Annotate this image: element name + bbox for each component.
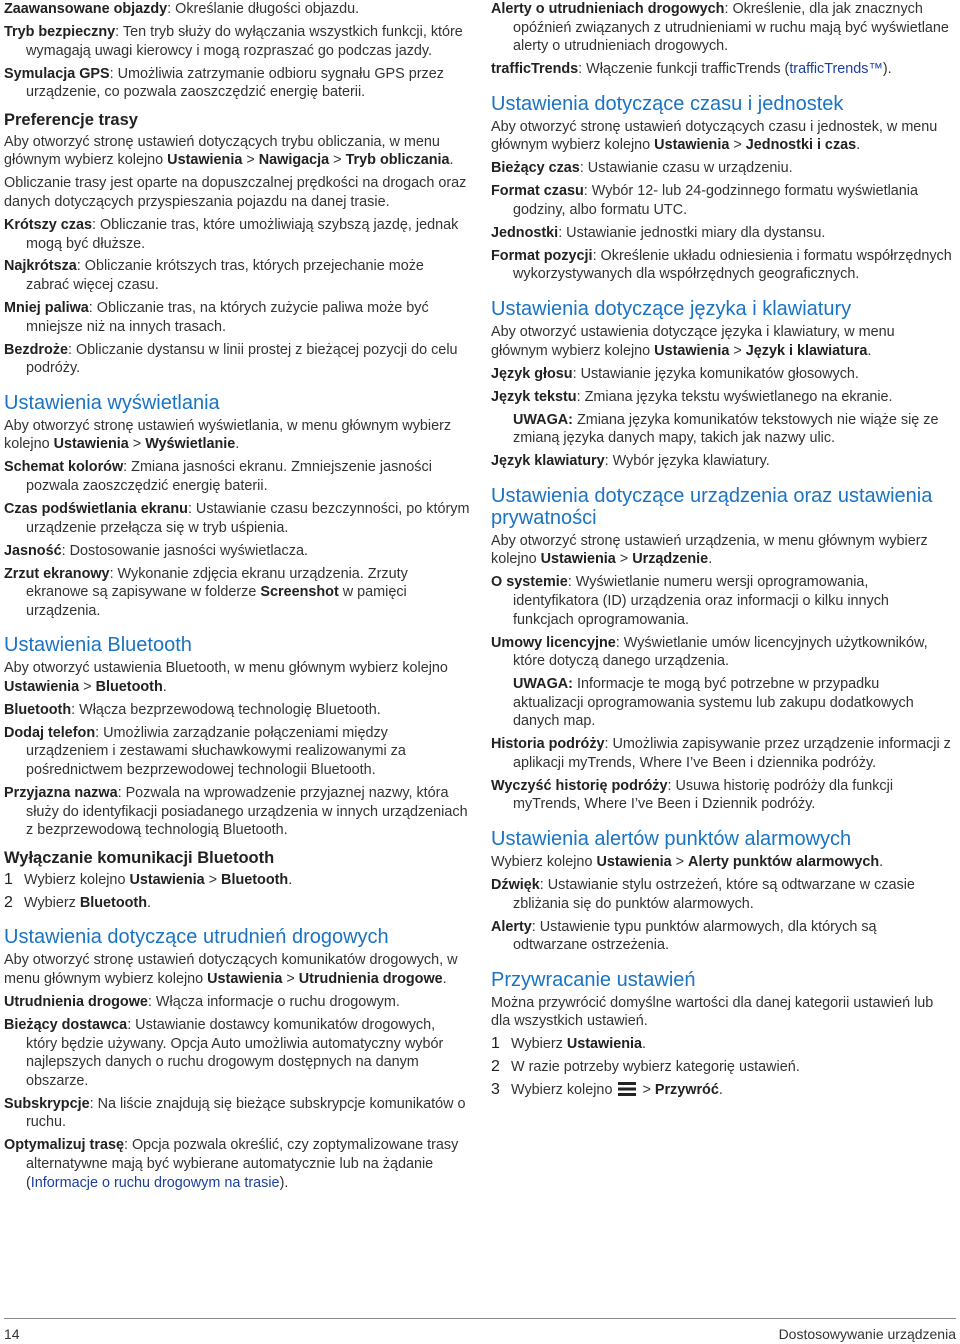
definition-clear-travel-history: Wyczyść historię podróży: Usuwa historię podróży dla funkcji myTrends, Where I’ve Been i Dziennik podróży. — [491, 777, 894, 813]
chapter-title: Dostosowywanie urządzenia — [778, 1326, 956, 1342]
step-1: 1 Wybierz kolejno Ustawienia > Bluetooth. — [4, 870, 293, 888]
proximity-alerts-intro: Wybierz kolejno Ustawienia > Alerty punktów alarmowych. — [491, 854, 884, 871]
definition-shortest: Najkrótsza: Obliczanie krótszych tras, których przejechanie może zabrać więcej czasu. — [4, 258, 424, 294]
traffictrends-link[interactable]: trafficTrends™ — [789, 61, 883, 78]
page-footer — [4, 1318, 956, 1342]
restore-step-2: 2 W razie potrzeby wybierz kategorię ustawień. — [491, 1058, 800, 1076]
definition-safe-mode: Tryb bezpieczny: Ten tryb służy do wyłączania wszystkich funkcji, które wymagają uwagi kierowcy i mogą rozpraszać go podczas jazdy. — [4, 23, 463, 59]
display-settings-intro: Aby otworzyć stronę ustawień wyświetlania, w menu głównym wybierz kolejno Ustawienia > Wyświetlanie. — [4, 417, 452, 453]
language-keyboard-heading: Ustawienia dotyczące języka i klawiatury — [491, 298, 852, 321]
definition-travel-history: Historia podróży: Umożliwia zapisywanie przez urządzenie informacji z aplikacji myTrends, Where I’ve Been i dziennika podróży. — [491, 736, 951, 771]
definition-position-format: Format pozycji: Określenie układu odniesienia i formatu współrzędnych wykorzystywanych dla współrzędnych geograficznych. — [491, 247, 952, 283]
definition-add-phone: Dodaj telefon: Umożliwia zarządzanie połączeniami między urządzeniem i zestawami słuchawkowymi realizowanymi za pośrednictwem bezprzewodowej technologii Bluetooth. — [4, 724, 406, 779]
definition-traffictrends: trafficTrends: Włączenie funkcji trafficTrends (trafficTrends™). — [491, 61, 892, 78]
restore-settings-intro: Można przywrócić domyślne wartości dla danej kategorii ustawień lub dla wszystkich ustawień. — [491, 994, 934, 1030]
traffic-on-route-link[interactable]: Informacje o ruchu drogowym na trasie — [30, 1174, 280, 1191]
definition-subscriptions: Subskrypcje: Na liście znajdują się bieżące subskrypcje komunikatów o ruchu. — [4, 1095, 466, 1131]
restore-step-1: 1 Wybierz Ustawienia. — [491, 1035, 647, 1053]
definition-screenshot: Zrzut ekranowy: Wykonanie zdjęcia ekranu urządzenia. Zrzuty ekranowe są zapisywane w folderze Screenshot w pamięci urządzenia. — [4, 565, 408, 619]
bluetooth-settings-intro: Aby otworzyć ustawienia Bluetooth, w menu głównym wybierz kolejno Ustawienia > Bluetooth. — [4, 660, 448, 695]
definition-text-language: Język tekstu: Zmiana języka tekstu wyświetlanego na ekranie. — [491, 388, 893, 405]
definition-gps-simulation: Symulacja GPS: Umożliwia zatrzymanie odbioru sygnału GPS przez urządzenie, co pozwala zaoszczędzić energię baterii. — [4, 65, 444, 101]
time-units-heading: Ustawienia dotyczące czasu i jednostek — [491, 92, 844, 115]
right-column — [491, 0, 953, 1104]
note-language: UWAGA: Zmiana języka komunikatów tekstowych nie wiąże się ze zmianą języka danych mapy, takich jak nazwy ulic. — [513, 411, 939, 447]
definition-bluetooth: Bluetooth: Włącza bezprzewodową technologię Bluetooth. — [4, 701, 381, 718]
route-preferences-paragraph: Obliczanie trasy jest oparte na dopuszczalnej prędkości na drogach oraz danych dotyczących przyspieszania pojazdu na danej trasie. — [4, 175, 467, 210]
definition-current-provider: Bieżący dostawca: Ustawianie dostawcy komunikatów drogowych, który będzie używany. Opcja Auto umożliwia automatyczny wybór najlepszych danych o ruchu drogowym dostępnych na danym obszarze. — [4, 1016, 444, 1089]
proximity-alerts-heading: Ustawienia alertów punktów alarmowych — [491, 828, 852, 851]
traffic-settings-intro: Aby otworzyć stronę ustawień dotyczących komunikatów drogowych, w menu głównym wybierz kolejno Ustawienia > Utrudnienia drogowe. — [4, 952, 458, 988]
definition-less-fuel: Mniej paliwa: Obliczanie tras, na których zużycie paliwa może być mniejsze niż na innych trasach. — [4, 300, 429, 335]
definition-about: O systemie: Wyświetlanie numeru wersji oprogramowania, identyfikatora (ID) urządzenia oraz informacji o kilku innych funkcjach oprogramowania. — [491, 574, 889, 628]
language-keyboard-intro: Aby otworzyć ustawienia dotyczące języka i klawiatury, w menu głównym wybierz kolejno Ustawienia > Język i klawiatura. — [491, 324, 895, 359]
definition-sound: Dźwięk: Ustawianie stylu ostrzeżeń, które są odtwarzane w czasie zbliżania się do punktów alarmowych. — [491, 877, 915, 912]
definition-voice-language: Język głosu: Ustawianie języka komunikatów głosowych. — [491, 365, 859, 382]
definition-traffic-alerts: Alerty o utrudnieniach drogowych: Określenie, dla jak znacznych opóźnień związanych z utrudnieniami w ruchu mają być wyświetlane alerty o utrudnieniach drogowych. — [491, 1, 949, 55]
definition-eula: Umowy licencyjne: Wyświetlanie umów licencyjnych użytkowników, które dotyczą danego urządzenia. — [491, 634, 928, 670]
route-preferences-intro: Aby otworzyć stronę ustawień dotyczących trybu obliczania, w menu głównym wybierz kolejno Ustawienia > Nawigacja > Tryb obliczania. — [4, 133, 454, 169]
definition-faster-time: Krótszy czas: Obliczanie tras, które umożliwiają szybszą jazdę, jednak mogą być dłuższe. — [4, 216, 459, 252]
note-device: UWAGA: Informacje te mogą być potrzebne w przypadku aktualizacji oprogramowania systemu lub zakupu dodatkowych danych map. — [513, 676, 914, 730]
time-units-intro: Aby otworzyć stronę ustawień dotyczących czasu i jednostek, w menu głównym wybierz kolejno Ustawienia > Jednostki i czas. — [491, 118, 938, 154]
definition-color-mode: Schemat kolorów: Zmiana jasności ekranu. Zmniejszenie jasności pozwala zaoszczędzić energię baterii. — [4, 459, 432, 494]
device-privacy-intro: Aby otworzyć stronę ustawień urządzenia, w menu głównym wybierz kolejno Ustawienia > Urządzenie. — [491, 532, 928, 568]
route-preferences-heading: Preferencje trasy — [4, 110, 138, 129]
bluetooth-settings-heading: Ustawienia Bluetooth — [4, 634, 192, 657]
display-settings-heading: Ustawienia wyświetlania — [4, 391, 220, 414]
definition-display-timeout: Czas podświetlania ekranu: Ustawianie czasu bezczynności, po którym urządzenie przełącza się w tryb uśpienia. — [4, 500, 470, 536]
restore-step-3: 3 Wybierz kolejno > Przywróć. — [491, 1081, 723, 1099]
traffic-settings-heading: Ustawienia dotyczące utrudnień drogowych — [4, 926, 389, 949]
definition-traffic: Utrudnienia drogowe: Włącza informacje o ruchu drogowym. — [4, 994, 400, 1010]
definition-advanced-detours: Zaawansowane objazdy: Określanie długości objazdu. — [4, 1, 360, 17]
step-2: 2 Wybierz Bluetooth. — [4, 893, 151, 911]
definition-optimize-route: Optymalizuj trasę: Opcja pozwala określić, czy zoptymalizowane trasy alternatywne mają być wybierane automatycznie lub na żądanie (Informacje o ruchu drogowym na trasie). — [4, 1137, 459, 1191]
definition-time-format: Format czasu: Wybór 12- lub 24-godzinnego formatu wyświetlania godziny, albo formatu UTC. — [491, 183, 919, 218]
definition-current-time: Bieżący czas: Ustawianie czasu w urządzeniu. — [491, 160, 793, 177]
definition-keyboard-language: Język klawiatury: Wybór języka klawiatury. — [491, 453, 770, 470]
restore-settings-heading: Przywracanie ustawień — [491, 968, 696, 991]
disable-bluetooth-heading: Wyłączanie komunikacji Bluetooth — [4, 848, 275, 867]
definition-off-road: Bezdroże: Obliczanie dystansu w linii prostej z bieżącej pozycji do celu podróży. — [4, 341, 458, 377]
left-column — [4, 0, 470, 1197]
device-privacy-heading: Ustawienia dotyczące urządzenia oraz ustawienia prywatności — [491, 484, 933, 529]
page-number: 14 — [4, 1326, 20, 1342]
definition-friendly-name: Przyjazna nazwa: Pozwala na wprowadzenie przyjaznej nazwy, która służy do identyfikacji posiadanego urządzenia w innych urządzeniach z bezprzewodową technologią Bluetooth. — [4, 785, 468, 839]
definition-alerts: Alerty: Ustawienie typu punktów alarmowych, dla których są odtwarzane ostrzeżenia. — [491, 918, 877, 954]
definition-brightness: Jasność: Dostosowanie jasności wyświetlacza. — [4, 542, 308, 559]
menu-icon — [618, 1082, 636, 1096]
definition-units: Jednostki: Ustawianie jednostki miary dla dystansu. — [491, 224, 826, 241]
